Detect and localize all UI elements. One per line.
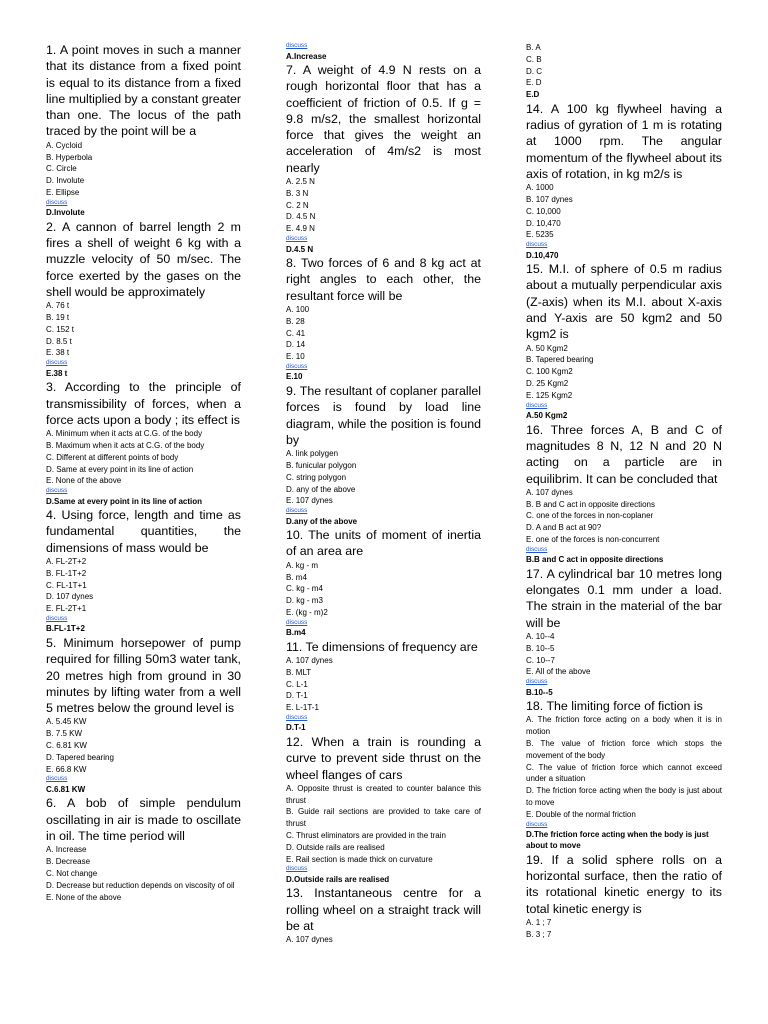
question-block	[526, 101, 722, 261]
answer-text: D.4.5 N	[286, 244, 314, 254]
options-list	[526, 917, 722, 941]
option-item: D. any of the above	[286, 484, 356, 494]
question-text: 6. A bob of simple pendulum oscillating in air is made to oscillate in oil. The time period will	[46, 796, 241, 844]
answer-text: D.any of the above	[286, 516, 358, 526]
option-item: D. Tapered bearing	[46, 752, 114, 762]
options-list	[526, 631, 722, 678]
question-block	[46, 42, 241, 218]
discuss-link[interactable]: discuss	[286, 713, 308, 721]
option-item: A. Opposite thrust is created to counter balance this thrust	[286, 783, 481, 805]
option-item: A. 1 ; 7	[526, 917, 552, 927]
option-item: B. MLT	[286, 667, 312, 677]
option-item: B. Tapered bearing	[526, 355, 594, 365]
option-item: C. string polygon	[286, 472, 347, 482]
option-item: E. 5235	[526, 230, 554, 240]
discuss-link[interactable]: discuss	[526, 678, 548, 686]
options-list	[286, 304, 481, 363]
options-list	[526, 343, 722, 402]
option-item: C. The value of friction force which cannot exceed under a situation	[526, 762, 722, 784]
option-item: B. 3 ; 7	[526, 929, 552, 939]
option-item: C. 152 t	[46, 324, 75, 334]
option-item: E. FL-2T+1	[46, 604, 87, 614]
question-text: 16. Three forces A, B and C of magnitudes 8 N, 12 N and 20 N acting on a particle are in equilibrim. It can be concluded that	[526, 422, 722, 486]
option-item: B. 19 t	[46, 313, 70, 323]
option-item: A. 100	[286, 304, 310, 314]
option-item: C. one of the forces in non-coplaner	[526, 511, 654, 521]
answer-text: E.10	[286, 372, 303, 382]
option-item: E. 38 t	[46, 348, 70, 358]
question-block	[286, 639, 481, 734]
option-item: D. Involute	[46, 176, 85, 186]
question-text: 5. Minimum horsepower of pump required for filling 50m3 water tank, 20 metres high from ground in 30 minutes by lifting water from a well 5 metres below the ground level is	[46, 635, 241, 716]
question-block	[526, 422, 722, 566]
answer-text: C.6.81 KW	[46, 784, 86, 794]
discuss-link[interactable]: discuss	[526, 241, 548, 249]
option-item: A. 50 Kgm2	[526, 343, 568, 353]
answer-text: A.50 Kgm2	[526, 411, 568, 421]
option-item: A. link polygen	[286, 449, 339, 459]
option-item: D. 8.5 t	[46, 336, 72, 346]
option-item: D. Same at every point in its line of action	[46, 464, 194, 474]
discuss-link[interactable]: discuss	[526, 820, 548, 828]
answer-text: B.FL-1T+2	[46, 624, 85, 634]
option-item: B. B and C act in opposite directions	[526, 499, 655, 509]
question-block	[286, 383, 481, 527]
option-item: A. 2.5 N	[286, 177, 315, 187]
option-item: C. Thrust eliminators are provided in the train	[286, 831, 446, 841]
option-item: B. funicular polygon	[286, 460, 357, 470]
options-list	[286, 176, 481, 235]
options-list	[286, 655, 481, 714]
question-text: 19. If a solid sphere rolls on a horizontal surface, then the ratio of its rotational kinetic energy to its total kinetic energy is	[526, 852, 722, 916]
answer-text: E.38 t	[46, 368, 68, 378]
question-text: 3. According to the principle of transmissibility of forces, when a force acts upon a body ; its effect is	[46, 380, 241, 427]
option-item: E. one of the forces is non-concurrent	[526, 535, 660, 544]
option-item: B. 10--5	[526, 643, 555, 653]
question-text: 15. M.I. of sphere of 0.5 m radius about a mutually perpendicular axis (Z-axis) when its M.I. about X-axis and Y-axis are 50 kgm2 and 50 kgm2 is	[526, 262, 722, 342]
option-item: E. All of the above	[526, 667, 591, 677]
options-list	[46, 556, 241, 615]
option-item: E. D	[526, 78, 542, 88]
option-item: A. 1000	[526, 183, 554, 193]
discuss-link[interactable]: discuss	[286, 235, 308, 243]
option-item: C. 10,000	[526, 206, 561, 216]
options-list	[526, 182, 722, 241]
option-item: B. 3 N	[286, 188, 309, 198]
option-item: A. The friction force acting on a body when it is in motion	[526, 715, 722, 737]
discuss-link[interactable]: discuss	[46, 198, 68, 206]
option-item: A. FL-2T+2	[46, 557, 87, 566]
question-block	[286, 885, 481, 946]
question-block	[286, 255, 481, 382]
option-item: C. 2 N	[286, 200, 309, 210]
question-block	[46, 795, 241, 903]
option-item: B. FL-1T+2	[46, 568, 87, 578]
options-list	[526, 487, 722, 546]
answer-text: D.The friction force acting when the body is just about to move	[526, 830, 709, 851]
option-item: B. Guide rail sections are provided to take care of thrust	[286, 807, 481, 829]
option-item: E. 125 Kgm2	[526, 390, 573, 400]
options-list	[286, 934, 481, 946]
answer-text: B.B and C act in opposite directions	[526, 555, 664, 565]
option-item: D. 25 Kgm2	[526, 379, 569, 389]
discuss-link[interactable]: discuss	[46, 614, 68, 622]
column-1	[46, 42, 241, 903]
option-item: E. 107 dynes	[286, 496, 333, 506]
option-item: D. A and B act at 90?	[526, 523, 602, 533]
option-item: D. 14	[286, 340, 306, 350]
question-text: 10. The units of moment of inertia of an area are	[286, 528, 481, 559]
answer-text: B.10--5	[526, 687, 553, 697]
question-block	[46, 507, 241, 634]
option-item: E. Rail section is made thick on curvature	[286, 854, 433, 864]
options-list	[46, 716, 241, 775]
answer-text: D.Outside rails are realised	[286, 874, 390, 884]
option-item: A. 107 dynes	[286, 935, 333, 945]
column-3	[526, 42, 722, 940]
option-item: E. 10	[286, 352, 305, 362]
option-item: B. Decrease	[46, 857, 91, 867]
answer-text: D.Same at every point in its line of action	[46, 496, 203, 506]
question-text: 4. Using force, length and time as fundamental quantities, the dimensions of mass would be	[46, 508, 241, 555]
option-item: D. 107 dynes	[46, 592, 94, 602]
question-text: 13. Instantaneous centre for a rolling wheel on a straight track will be at	[286, 886, 481, 934]
option-item: E. Double of the normal friction	[526, 809, 636, 819]
question-block	[286, 734, 481, 885]
option-item: C. 100 Kgm2	[526, 367, 573, 377]
discuss-link[interactable]: discuss	[286, 618, 308, 626]
option-item: A. 76 t	[46, 301, 70, 311]
option-item: C. 10--7	[526, 655, 555, 665]
answer-text: D.T-1	[286, 723, 306, 733]
option-item: A. kg - m	[286, 560, 319, 570]
discuss-link[interactable]: discuss	[286, 362, 308, 370]
option-item: D. Decrease but reduction depends on viscosity of oil	[46, 880, 235, 890]
option-item: E. 4.9 N	[286, 224, 315, 234]
column-2	[286, 42, 481, 946]
answer-text: E.D	[526, 90, 540, 100]
discuss-link[interactable]: discuss	[286, 42, 308, 49]
option-item: A. Cycloid	[46, 140, 83, 150]
discuss-link[interactable]: discuss	[46, 359, 68, 367]
option-item: B. A	[526, 43, 541, 52]
option-item: E. (kg - m)2	[286, 607, 328, 617]
option-item: A. 107 dynes	[286, 655, 333, 665]
discuss-link[interactable]: discuss	[526, 401, 548, 409]
option-item: C. 41	[286, 328, 306, 338]
option-item: C. L-1	[286, 679, 308, 689]
answer-text: D.Involute	[46, 208, 85, 218]
question-text: 17. A cylindrical bar 10 metres long elongates 0.1 mm under a load. The strain in the material of the bar will be	[526, 566, 722, 630]
option-item: B. Maximum when it acts at C.G. of the body	[46, 440, 205, 450]
question-block	[46, 635, 241, 795]
options-list	[46, 300, 241, 359]
discuss-link[interactable]: discuss	[286, 865, 308, 873]
option-item: B. 7.5 KW	[46, 729, 83, 739]
option-item: D. C	[526, 66, 542, 76]
question-text: 9. The resultant of coplaner parallel forces is found by load line diagram, while the position is found by	[286, 383, 481, 447]
question-text: 14. A 100 kg flywheel having a radius of gyration of 1 m is rotating at 1000 rpm. The angular momentum of the flywheel about its axis of rotation, in kg m2/s is	[526, 101, 722, 181]
discuss-link[interactable]: discuss	[526, 545, 548, 553]
option-item: A. 10--4	[526, 631, 555, 641]
option-item: C. Not change	[46, 868, 98, 878]
options-list	[46, 844, 241, 903]
option-item: B. The value of friction force which stops the movement of the body	[526, 739, 722, 760]
option-item: E. 66.8 KW	[46, 764, 87, 774]
discuss-link[interactable]: discuss	[46, 487, 68, 495]
question-text: 7. A weight of 4.9 N rests on a rough horizontal floor that has a coefficient of friction of 0.5. If g = 9.8 m/s2, the smallest horizontal force that gives the weight an acceleration of 4m/s2 is most nearly	[286, 63, 481, 175]
option-item: B. m4	[286, 572, 307, 582]
option-item: E. None of the above	[46, 892, 122, 902]
option-item: B. Hyperbola	[46, 152, 93, 162]
question-text: 11. Te dimensions of frequency are	[286, 639, 478, 654]
option-item: C. Circle	[46, 164, 77, 174]
question-block	[526, 698, 722, 851]
answer-text: A.Increase	[286, 51, 327, 61]
answer-text: B.m4	[286, 628, 306, 638]
options-list	[286, 448, 481, 507]
option-item: D. Outside rails are realised	[286, 842, 385, 852]
options-list	[286, 560, 481, 619]
option-item: A. Minimum when it acts at C.G. of the body	[46, 429, 203, 439]
option-item: D. T-1	[286, 691, 308, 701]
question-text: 8. Two forces of 6 and 8 kg act at right angles to each other, the resultant force will be	[286, 256, 481, 303]
question-block	[526, 261, 722, 421]
option-item: D. 4.5 N	[286, 212, 316, 222]
option-item: C. Different at different points of body	[46, 452, 179, 462]
question-text: 12. When a train is rounding a curve to prevent side thrust on the wheel flanges of cars	[286, 734, 481, 782]
option-item: A. 5.45 KW	[46, 717, 87, 727]
question-block	[526, 852, 722, 941]
options-list	[46, 140, 241, 199]
question-block	[286, 527, 481, 638]
option-item: B. 28	[286, 316, 305, 326]
question-text: 18. The limiting force of fiction is	[526, 699, 703, 714]
options-list	[46, 428, 241, 487]
option-item: D. kg - m3	[286, 596, 323, 606]
options-list	[286, 783, 481, 866]
option-item: C. kg - m4	[286, 584, 323, 594]
option-item: A. 107 dynes	[526, 487, 573, 497]
question-block	[526, 566, 722, 698]
options-list	[526, 714, 722, 820]
question-text: 2. A cannon of barrel length 2 m fires a shell of weight 6 kg with a muzzle velocity of 50 m/sec. The force exerted by the gases on the shell would be approximately	[46, 219, 241, 299]
question-block	[46, 219, 241, 379]
question-block	[286, 62, 481, 255]
option-item: D. 10,470	[526, 218, 561, 228]
option-item: C. FL-1T+1	[46, 580, 87, 590]
option-item: A. Increase	[46, 845, 87, 855]
discuss-link[interactable]: discuss	[46, 775, 68, 783]
answer-text: D.10,470	[526, 250, 559, 260]
question-text: 1. A point moves in such a manner that its distance from a fixed point is equal to its distance from a fixed line multiplied by a constant greater than one. The locus of the path traced by the point will be a	[46, 43, 241, 139]
question-block	[46, 379, 241, 506]
continued-options	[526, 42, 722, 89]
option-item: D. The friction force acting when the body is just about to move	[526, 786, 722, 808]
option-item: C. B	[526, 54, 542, 64]
option-item: E. Ellipse	[46, 187, 80, 197]
option-item: B. 107 dynes	[526, 194, 573, 204]
option-item: C. 6.81 KW	[46, 741, 87, 751]
discuss-link[interactable]: discuss	[286, 507, 308, 515]
option-item: E. L-1T-1	[286, 703, 319, 713]
option-item: E. None of the above	[46, 476, 122, 486]
